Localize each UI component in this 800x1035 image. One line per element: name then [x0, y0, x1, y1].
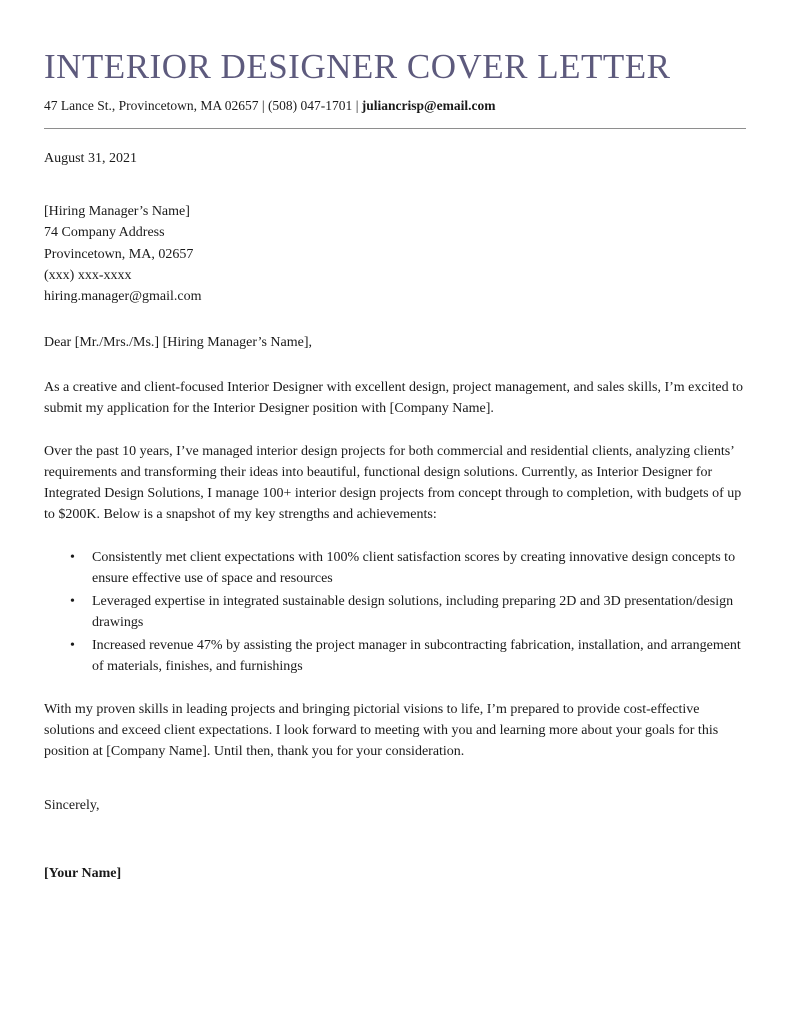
body-paragraph-1: As a creative and client-focused Interior Designer with excellent design, project management, and sales skills, I’m excited to submit my application for the Interior Designer position with [Company Name].	[44, 380, 743, 417]
contact-separator-1: |	[258, 97, 268, 113]
salutation: Dear [Mr./Mrs./Ms.] [Hiring Manager’s Name],	[44, 335, 313, 351]
contact-address: 47 Lance St., Provincetown, MA 02657	[44, 97, 259, 113]
recipient-city-state-zip: Provincetown, MA, 02657	[44, 246, 194, 262]
header-divider	[44, 128, 746, 129]
body-paragraph-3: With my proven skills in leading projects and bringing pictorial visions to life, I’m prepared to provide cost-effective solutions and exceed client expectations. I look forward to meeting with you and learning more about your goals for this position at [Company Name]. Until then, thank you for your consideration.	[44, 702, 719, 760]
contact-separator-2: |	[352, 97, 362, 113]
contact-phone: (508) 047-1701	[267, 97, 353, 113]
list-item: • Increased revenue 47% by assisting the project manager in subcontracting fabrication, installation, and arrangement of materials, finishes, and furnishings	[92, 635, 749, 677]
sign-off: Sincerely,	[44, 798, 100, 814]
body-paragraph-2: Over the past 10 years, I’ve managed interior design projects for both commercial and residential clients, analyzing clients’ requirements and transforming their ideas into beautiful, functional design solutions. Currently, as Interior Designer for Integrated Design Solutions, I manage 100+ interior design projects from concept through to completion, with budgets of up to $200K. Below is a snapshot of my key strengths and achievements:	[44, 444, 742, 523]
letter-date: August 31, 2021	[44, 151, 137, 167]
recipient-address: 74 Company Address	[44, 225, 165, 241]
recipient-phone: (xxx) xxx-xxxx	[44, 267, 132, 283]
contact-line	[44, 97, 749, 115]
recipient-name: [Hiring Manager’s Name]	[44, 204, 190, 220]
list-item: • Leveraged expertise in integrated sustainable design solutions, including preparing 2D and 3D presentation/design drawings	[92, 591, 749, 633]
page-left-margin	[0, 0, 8, 1035]
recipient-block	[44, 201, 749, 307]
signature-name: [Your Name]	[44, 866, 122, 882]
recipient-email: hiring.manager@gmail.com	[44, 289, 202, 305]
contact-email: juliancrisp@email.com	[361, 97, 496, 113]
page-title: INTERIOR DESIGNER COVER LETTER	[44, 47, 671, 86]
letter-content	[44, 48, 749, 882]
achievements-list	[44, 547, 749, 677]
list-item: • Consistently met client expectations with 100% client satisfaction scores by creating innovative design concepts to ensure effective use of space and resources	[92, 547, 749, 589]
